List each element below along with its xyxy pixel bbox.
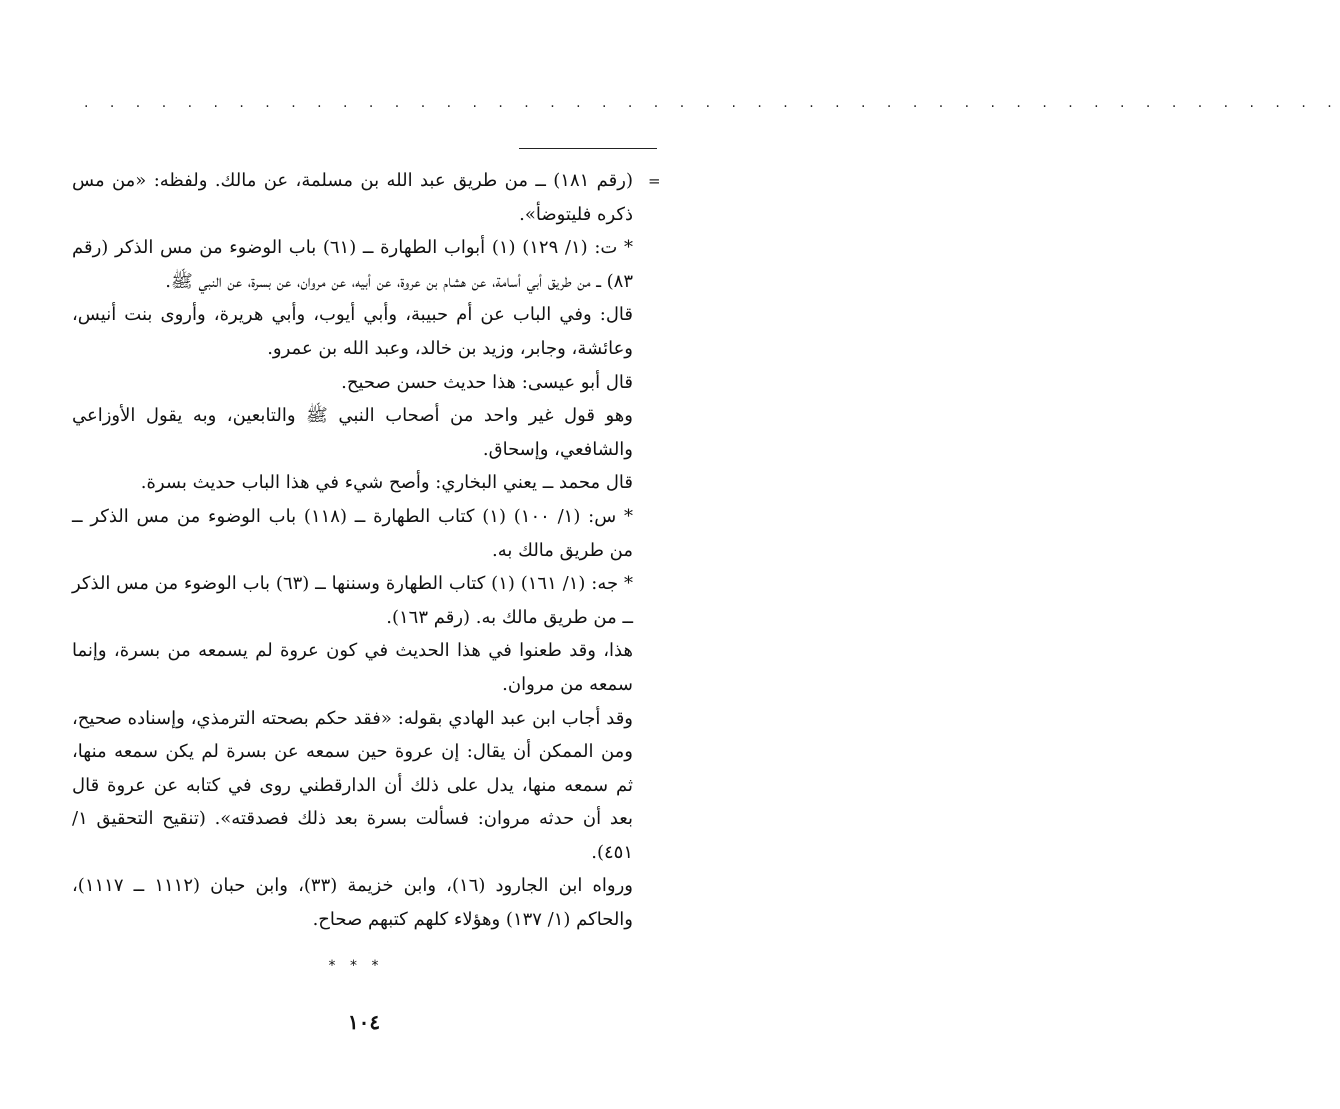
paragraph-2: * ت: (١/ ١٢٩) (١) أبواب الطهارة ــ (٦١) باب الوضوء من مس الذكر (رقم ٨٣) ــ من طريق أبي أسامة، عن هشام بن عروة، عن أبيه، عن مروان، عن بسرة، عن النبي ﷺ. <box>72 237 633 292</box>
section-separator-stars: * * * <box>328 958 384 974</box>
paragraph-1: (رقم ١٨١) ــ من طريق عبد الله بن مسلمة، عن مالك. ولفظه: «من مس ذكره فليتوضأ». <box>72 170 633 225</box>
paragraph-11: ورواه ابن الجارود (١٦)، وابن خزيمة (٣٣)، وابن حبان (١١١٢ ــ ١١١٧)، والحاكم (١/ ١٣٧) وهؤلاء كلهم كتبهم صحاح. <box>72 875 633 931</box>
paragraph-3: قال: وفي الباب عن أم حبيبة، وأبي أيوب، وأبي هريرة، وأروى بنت أنيس، وعائشة، وجابر، وزيد بن خالد، وعبد الله بن عمرو. <box>72 304 633 359</box>
paragraph-10: وقد أجاب ابن عبد الهادي بقوله: «فقد حكم بصحته الترمذي، وإسناده صحيح، ومن الممكن أن يقال: إن عروة حين سمعه عن بسرة لم يكن سمعه منها، ثم سمعه منها، يدل على ذلك أن الدارقطني روى في كتابه عن عروة قال بعد أن حدثه مروان: فسألت بسرة بعد ذلك فصدقته». (تنقيح التحقيق ١/ ٤٥١). <box>72 707 633 863</box>
paragraph-9: هذا، وقد طعنوا في هذا الحديث في كون عروة لم يسمعه من بسرة، وإنما سمعه من مروان. <box>72 640 633 695</box>
paragraph-8: * جه: (١/ ١٦١) (١) كتاب الطهارة وسننها ــ (٦٣) باب الوضوء من مس الذكر ــ من طريق مالك به. (رقم ١٦٣). <box>72 573 633 628</box>
continuation-mark: = <box>648 172 661 190</box>
paragraph-7: * س: (١/ ١٠٠) (١) كتاب الطهارة ــ (١١٨) باب الوضوء من مس الذكر ــ من طريق مالك به. <box>72 505 633 561</box>
paragraph-5: وهو قول غير واحد من أصحاب النبي ﷺ والتابعين، وبه يقول الأوزاعي والشافعي، وإسحاق. <box>72 405 633 460</box>
page-number: ١٠٤ <box>347 1010 381 1034</box>
paragraph-6: قال محمد ــ يعني البخاري: وأصح شيء في هذا الباب حديث بسرة. <box>140 472 633 494</box>
header-dotted-line: · · · · · · · · · · · · · · · · · · · · · · · · · · · · · · · · · · · · · · · · · · · · · · · · · <box>84 99 1340 115</box>
footnote-separator-rule <box>519 148 657 149</box>
footnote-text-block <box>72 164 633 937</box>
paragraph-4: قال أبو عيسى: هذا حديث حسن صحيح. <box>341 371 633 393</box>
